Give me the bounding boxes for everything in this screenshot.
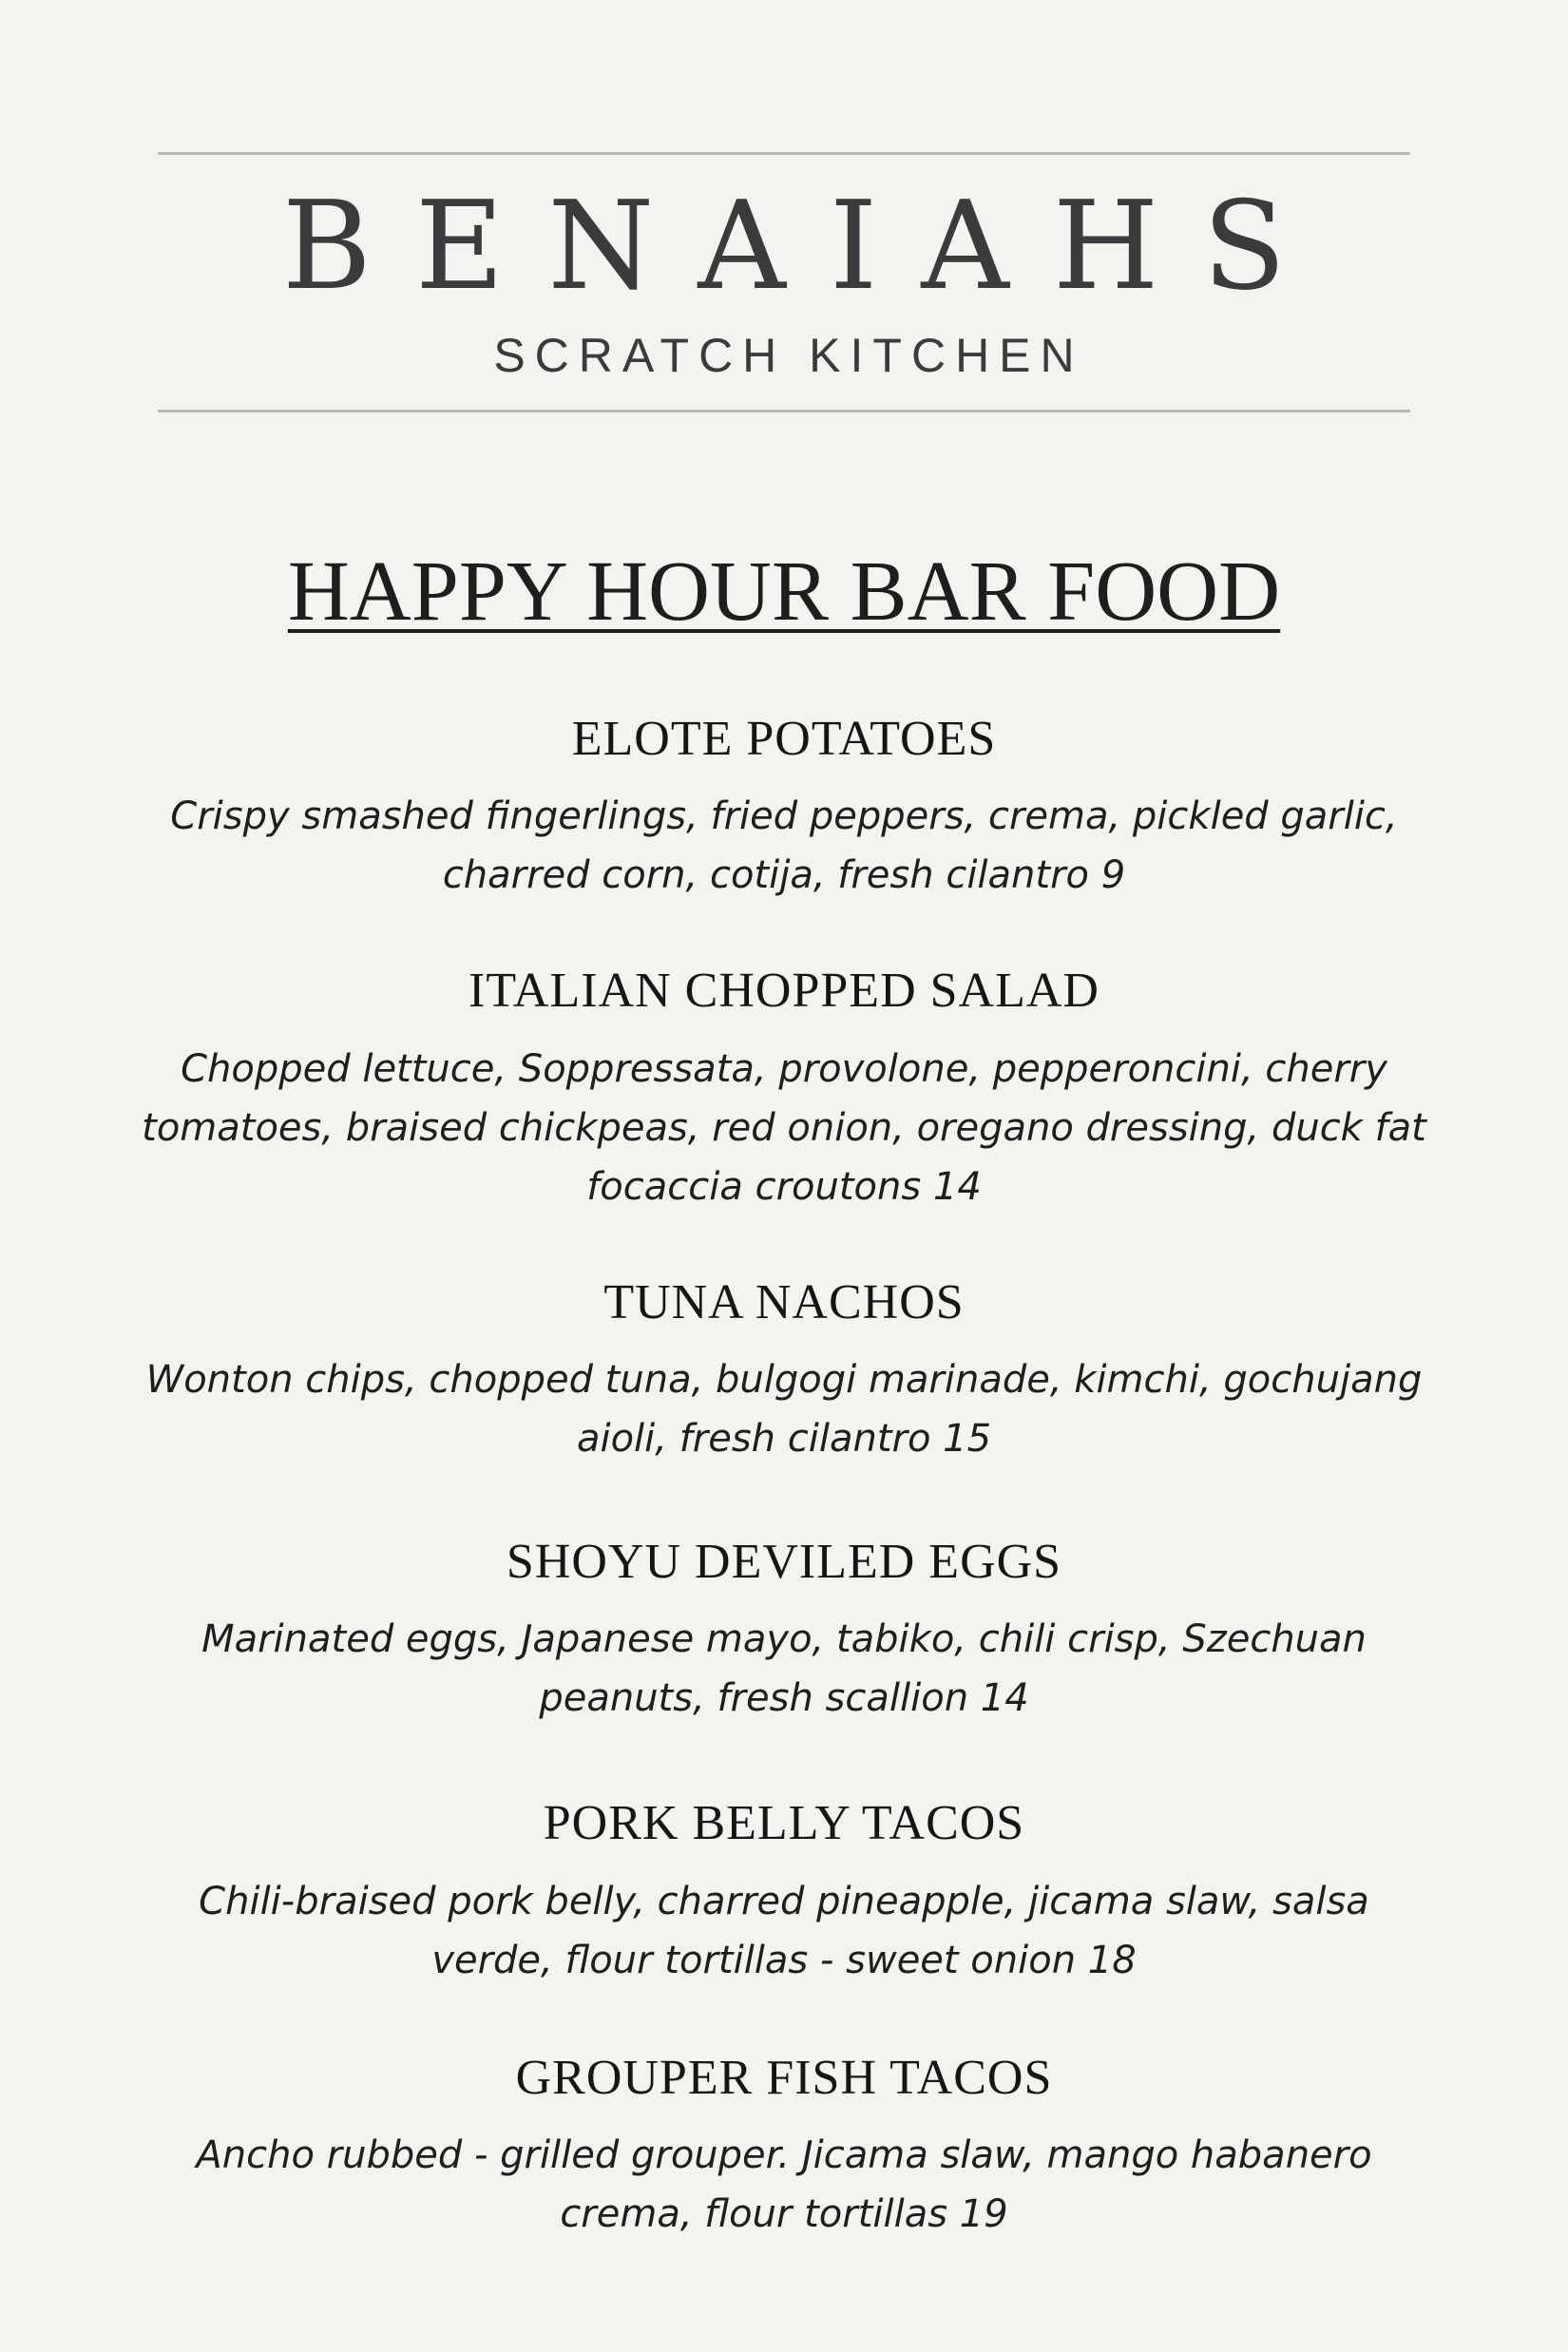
menu-title: HAPPY HOUR BAR FOOD xyxy=(287,545,1281,639)
menu-item-description: Ancho rubbed - grilled grouper. Jicama slaw, mango habanero crema, flour tortillas 19 xyxy=(196,2133,1372,2236)
menu-item-name: ITALIAN CHOPPED SALAD xyxy=(468,964,1100,1018)
menu-item-description: Marinated eggs, Japanese mayo, tabiko, chili crisp, Szechuan peanuts, fresh scallion 14 xyxy=(201,1617,1367,1720)
header-top-rule xyxy=(158,152,1410,155)
menu-item-description: Chopped lettuce, Soppressata, provolone, pepperoncini, cherry tomatoes, braised chickpeas, red onion, oregano dressing, duck fat focaccia croutons 14 xyxy=(142,1047,1426,1209)
menu-item-name: GROUPER FISH TACOS xyxy=(515,2051,1053,2105)
menu-item-description: Wonton chips, chopped tuna, bulgogi marinade, kimchi, gochujang aioli, fresh cilantro 15 xyxy=(145,1358,1423,1461)
restaurant-name: BENAIAHS xyxy=(281,176,1330,317)
menu-item-name: PORK BELLY TACOS xyxy=(543,1796,1025,1850)
menu-item-name: SHOYU DEVILED EGGS xyxy=(506,1535,1062,1589)
header-bottom-rule xyxy=(158,410,1410,412)
menu-item-name: TUNA NACHOS xyxy=(603,1275,965,1329)
menu-item-description: Chili-braised pork belly, charred pineapple, jicama slaw, salsa verde, flour tortillas - sweet onion 18 xyxy=(199,1880,1369,1982)
menu-item-name: ELOTE POTATOES xyxy=(571,712,997,766)
restaurant-tagline: SCRATCH KITCHEN xyxy=(493,329,1084,382)
menu-item-description: Crispy smashed fingerlings, fried peppers, crema, pickled garlic, charred corn, cotija, fresh cilantro 9 xyxy=(170,794,1398,897)
